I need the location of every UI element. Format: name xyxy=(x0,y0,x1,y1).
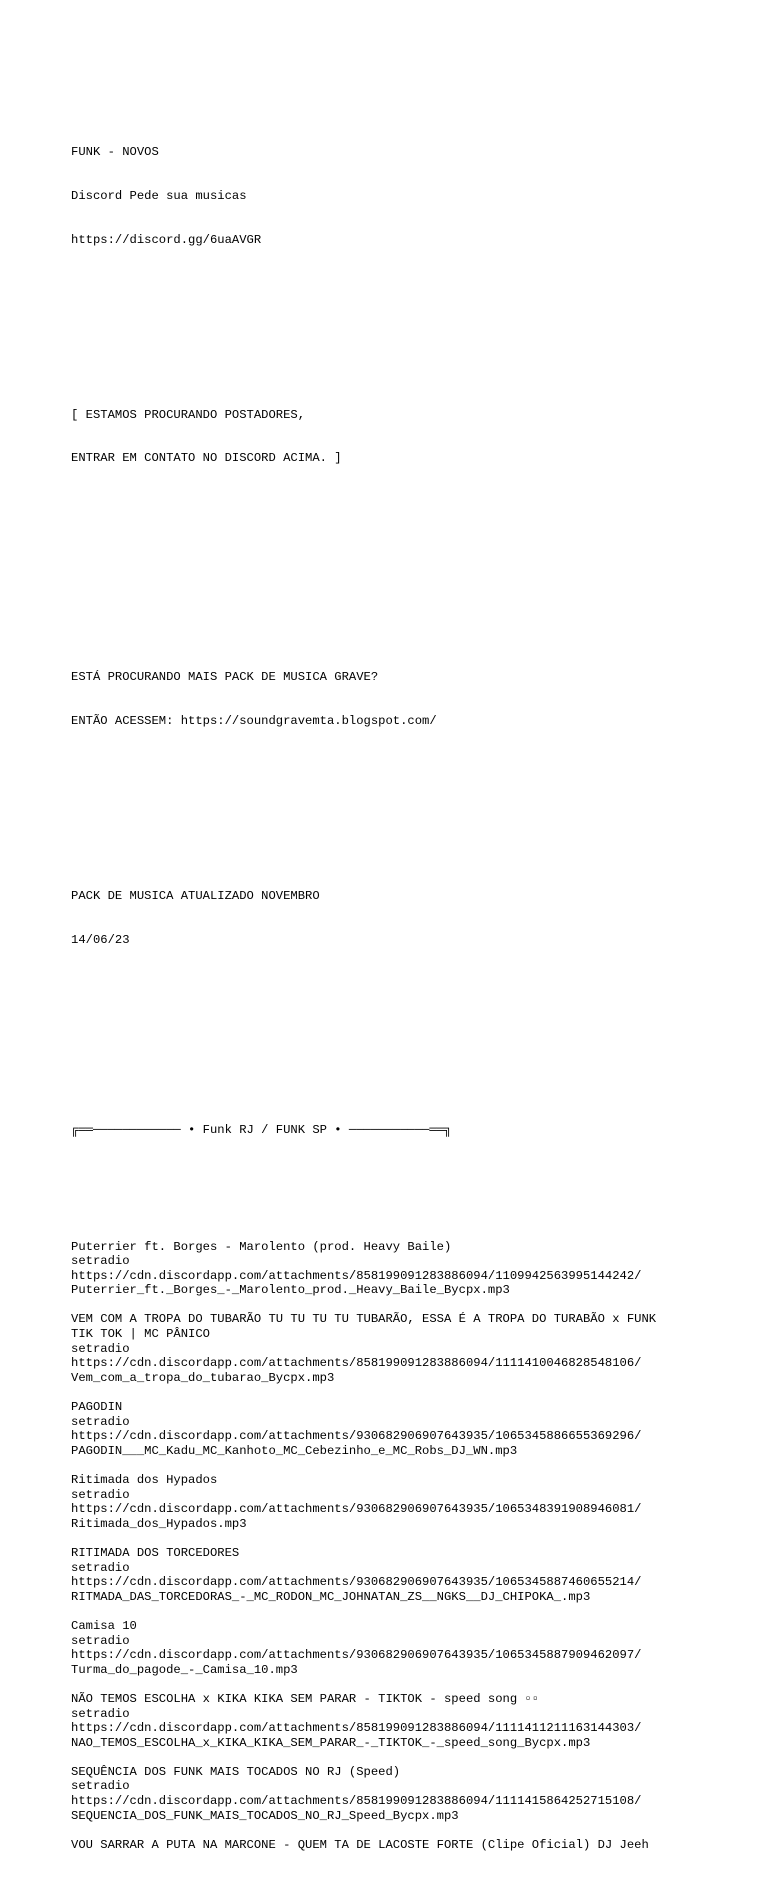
track-title: NÃO TEMOS ESCOLHA x KIKA KIKA SEM PARAR - TIKTOK - speed song ▫▫ xyxy=(71,1691,540,1706)
track-title: SEQUÊNCIA DOS FUNK MAIS TOCADOS NO RJ (Speed) xyxy=(71,1764,401,1779)
track-uploader: setradio xyxy=(71,1341,130,1356)
track-entry xyxy=(71,1400,751,1458)
track-uploader: setradio xyxy=(71,1633,130,1648)
track-filename[interactable]: Ritimada_dos_Hypados.mp3 xyxy=(71,1516,247,1531)
track-title: TIK TOK | MC PÂNICO xyxy=(71,1327,210,1342)
update-block xyxy=(71,860,751,977)
track-list xyxy=(71,1240,751,1853)
spacer xyxy=(71,1677,751,1692)
promo-question: ESTÁ PROCURANDO MAIS PACK DE MUSICA GRAVE? xyxy=(71,670,379,685)
header-block xyxy=(71,116,751,277)
update-title: PACK DE MUSICA ATUALIZADO NOVEMBRO xyxy=(71,889,320,904)
track-title: Puterrier ft. Borges - Marolento (prod. Heavy Baile) xyxy=(71,1239,452,1254)
track-uploader: setradio xyxy=(71,1487,130,1502)
track-filename[interactable]: SEQUENCIA_DOS_FUNK_MAIS_TOCADOS_NO_RJ_Speed_Bycpx.mp3 xyxy=(71,1808,459,1823)
track-uploader: setradio xyxy=(71,1560,130,1575)
update-date: 14/06/23 xyxy=(71,933,130,948)
track-uploader: setradio xyxy=(71,1414,130,1429)
spacer xyxy=(71,1604,751,1619)
track-entry xyxy=(71,1546,751,1604)
spacer xyxy=(71,802,751,817)
track-filename[interactable]: Puterrier_ft._Borges_-_Marolento_prod._Heavy_Baile_Bycpx.mp3 xyxy=(71,1283,510,1298)
discord-link[interactable]: https://discord.gg/6uaAVGR xyxy=(71,232,262,247)
track-url[interactable]: https://cdn.discordapp.com/attachments/930682906907643935/1065348391908946081/ xyxy=(71,1502,642,1517)
track-title: Ritimada dos Hypados xyxy=(71,1473,218,1487)
track-entry xyxy=(71,1240,751,1298)
notice-line: ENTRAR EM CONTATO NO DISCORD ACIMA. ] xyxy=(71,451,342,466)
spacer xyxy=(71,1823,751,1838)
section-divider: ╔══──────────── • Funk RJ / FUNK SP • ───────────══╗ xyxy=(71,1122,452,1137)
track-filename[interactable]: NAO_TEMOS_ESCOLHA_x_KIKA_KIKA_SEM_PARAR_-_TIKTOK_-_speed_song_Bycpx.mp3 xyxy=(71,1735,591,1750)
spacer xyxy=(71,1750,751,1765)
track-filename[interactable]: Vem_com_a_tropa_do_tubarao_Bycpx.mp3 xyxy=(71,1370,335,1385)
track-title: RITIMADA DOS TORCEDORES xyxy=(71,1545,240,1560)
track-url[interactable]: https://cdn.discordapp.com/attachments/930682906907643935/1065345887460655214/ xyxy=(71,1575,642,1590)
track-filename[interactable]: RITMADA_DAS_TORCEDORAS_-_MC_RODON_MC_JOHNATAN_ZS__NGKS__DJ_CHIPOKA_.mp3 xyxy=(71,1589,591,1604)
notice-line: [ ESTAMOS PROCURANDO POSTADORES, xyxy=(71,407,306,422)
track-filename[interactable]: PAGODIN___MC_Kadu_MC_Kanhoto_MC_Cebezinho_e_MC_Robs_DJ_WN.mp3 xyxy=(71,1443,518,1458)
track-entry xyxy=(71,1473,751,1531)
track-entry xyxy=(71,1312,751,1385)
track-entry xyxy=(71,1619,751,1677)
header-title: FUNK - NOVOS xyxy=(71,144,159,159)
track-uploader: setradio xyxy=(71,1254,130,1269)
promo-link[interactable]: ENTÃO ACESSEM: https://soundgravemta.blogspot.com/ xyxy=(71,714,437,729)
track-url[interactable]: https://cdn.discordapp.com/attachments/858199091283886094/1111410046828548106/ xyxy=(71,1356,642,1371)
spacer xyxy=(71,1181,751,1196)
track-uploader: setradio xyxy=(71,1706,130,1721)
track-title: PAGODIN xyxy=(71,1400,123,1415)
spacer xyxy=(71,1064,751,1079)
promo-block xyxy=(71,641,751,758)
header-subtitle: Discord Pede sua musicas xyxy=(71,188,247,203)
track-url[interactable]: https://cdn.discordapp.com/attachments/930682906907643935/1065345887909462097/ xyxy=(71,1648,642,1663)
track-url[interactable]: https://cdn.discordapp.com/attachments/858199091283886094/1111415864252715108/ xyxy=(71,1794,642,1809)
document-page xyxy=(71,72,751,1882)
track-title: VEM COM A TROPA DO TUBARÃO TU TU TU TU TUBARÃO, ESSA É A TROPA DO TURABÃO x FUNK xyxy=(71,1312,657,1327)
spacer xyxy=(71,1385,751,1400)
spacer xyxy=(71,1021,751,1036)
track-title: VOU SARRAR A PUTA NA MARCONE - QUEM TA DE LACOSTE FORTE (Clipe Oficial) DJ Jeeh xyxy=(71,1837,649,1852)
notice-block xyxy=(71,378,751,495)
spacer xyxy=(71,1298,751,1313)
track-entry xyxy=(71,1765,751,1823)
track-url[interactable]: https://cdn.discordapp.com/attachments/858199091283886094/1111411211163144303/ xyxy=(71,1721,642,1736)
spacer xyxy=(71,583,751,598)
track-entry xyxy=(71,1838,751,1853)
track-filename[interactable]: Turma_do_pagode_-_Camisa_10.mp3 xyxy=(71,1662,298,1677)
track-title: Camisa 10 xyxy=(71,1618,137,1633)
spacer xyxy=(71,1531,751,1546)
track-entry xyxy=(71,1692,751,1750)
spacer xyxy=(71,539,751,554)
track-uploader: setradio xyxy=(71,1779,130,1794)
track-url[interactable]: https://cdn.discordapp.com/attachments/858199091283886094/1109942563995144242/ xyxy=(71,1268,642,1283)
spacer xyxy=(71,1458,751,1473)
track-url[interactable]: https://cdn.discordapp.com/attachments/930682906907643935/1065345886655369296/ xyxy=(71,1429,642,1444)
spacer xyxy=(71,320,751,335)
